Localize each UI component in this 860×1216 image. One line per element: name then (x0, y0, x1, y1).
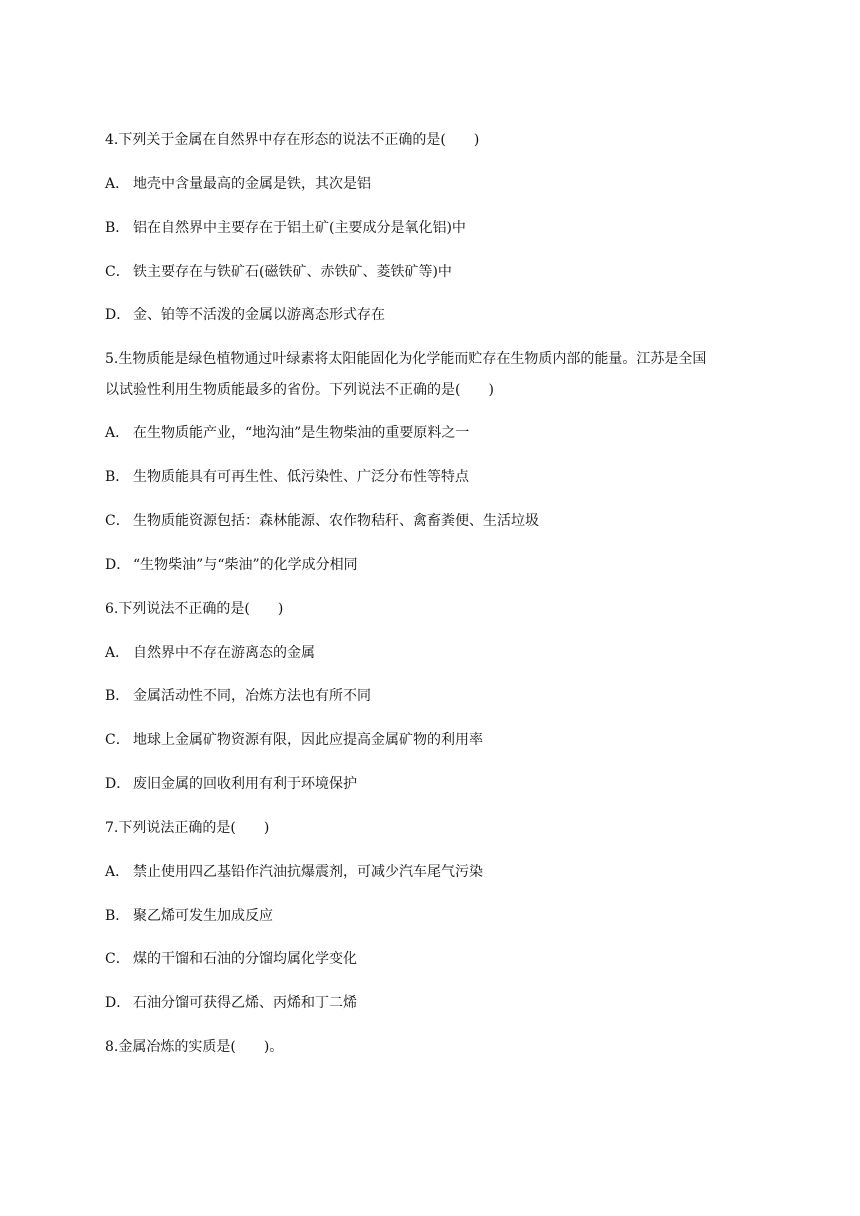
option-text: “生物柴油”与“柴油”的化学成分相同 (133, 557, 358, 573)
question-4-option-a (105, 175, 371, 193)
option-letter: B． (105, 469, 130, 485)
option-text: 自然界中不存在游离态的金属 (133, 645, 315, 661)
option-letter: C． (105, 951, 130, 967)
option-letter: A． (105, 176, 130, 192)
question-7-stem: 7.下列说法正确的是( ) (105, 820, 270, 836)
option-text: 金属活动性不同，冶炼方法也有所不同 (133, 688, 371, 704)
question-8-stem: 8.金属冶炼的实质是( )。 (105, 1039, 284, 1055)
option-letter: A． (105, 864, 130, 880)
question-7-option-d (105, 994, 357, 1012)
question-6-stem: 6.下列说法不正确的是( ) (105, 601, 284, 617)
question-6-option-a (105, 644, 315, 662)
question-6-option-b (105, 687, 371, 705)
option-text: 生物质能具有可再生性、低污染性、广泛分布性等特点 (133, 469, 469, 485)
option-text: 废旧金属的回收利用有利于环境保护 (133, 776, 357, 792)
option-text: 石油分馏可获得乙烯、丙烯和丁二烯 (133, 995, 357, 1011)
option-letter: C． (105, 513, 130, 529)
question-5-option-c (105, 512, 539, 530)
question-5-stem-line-1: 5.生物质能是绿色植物通过叶绿素将太阳能固化为化学能而贮存在生物质内部的能量。江苏是全国 (105, 351, 707, 367)
option-letter: A． (105, 645, 130, 661)
option-letter: C． (105, 732, 130, 748)
question-7-option-c (105, 950, 357, 968)
option-text: 在生物质能产业，“地沟油”是生物柴油的重要原料之一 (133, 425, 470, 441)
option-text: 煤的干馏和石油的分馏均属化学变化 (133, 951, 357, 967)
question-5-stem-line-2: 以试验性利用生物质能最多的省份。下列说法不正确的是( ) (105, 382, 494, 398)
option-letter: A． (105, 425, 130, 441)
question-4-option-b (105, 219, 466, 237)
option-text: 地壳中含量最高的金属是铁，其次是铝 (133, 176, 371, 192)
option-text: 铝在自然界中主要存在于铝土矿(主要成分是氧化铝)中 (133, 220, 466, 236)
option-letter: B． (105, 908, 130, 924)
option-text: 铁主要存在与铁矿石(磁铁矿、赤铁矿、菱铁矿等)中 (133, 264, 452, 280)
option-letter: B． (105, 220, 130, 236)
option-letter: D． (105, 776, 131, 792)
option-letter: C． (105, 264, 130, 280)
option-text: 生物质能资源包括：森林能源、农作物秸秆、禽畜粪便、生活垃圾 (133, 513, 539, 529)
question-4-stem: 4.下列关于金属在自然界中存在形态的说法不正确的是( ) (105, 132, 480, 148)
option-letter: D． (105, 995, 131, 1011)
option-letter: D． (105, 307, 131, 323)
option-letter: D． (105, 557, 131, 573)
option-text: 禁止使用四乙基铅作汽油抗爆震剂，可减少汽车尾气污染 (133, 864, 483, 880)
question-6-option-c (105, 731, 483, 749)
question-5-option-a (105, 424, 469, 442)
question-5-option-b (105, 468, 469, 486)
question-4-option-c (105, 263, 452, 281)
option-letter: B． (105, 688, 130, 704)
question-7-option-a (105, 863, 483, 881)
question-7-option-b (105, 907, 273, 925)
question-5-option-d (105, 556, 358, 574)
question-6-option-d (105, 775, 357, 793)
option-text: 聚乙烯可发生加成反应 (133, 908, 273, 924)
option-text: 地球上金属矿物资源有限，因此应提高金属矿物的利用率 (133, 732, 483, 748)
question-4-option-d (105, 306, 385, 324)
option-text: 金、铂等不活泼的金属以游离态形式存在 (133, 307, 385, 323)
